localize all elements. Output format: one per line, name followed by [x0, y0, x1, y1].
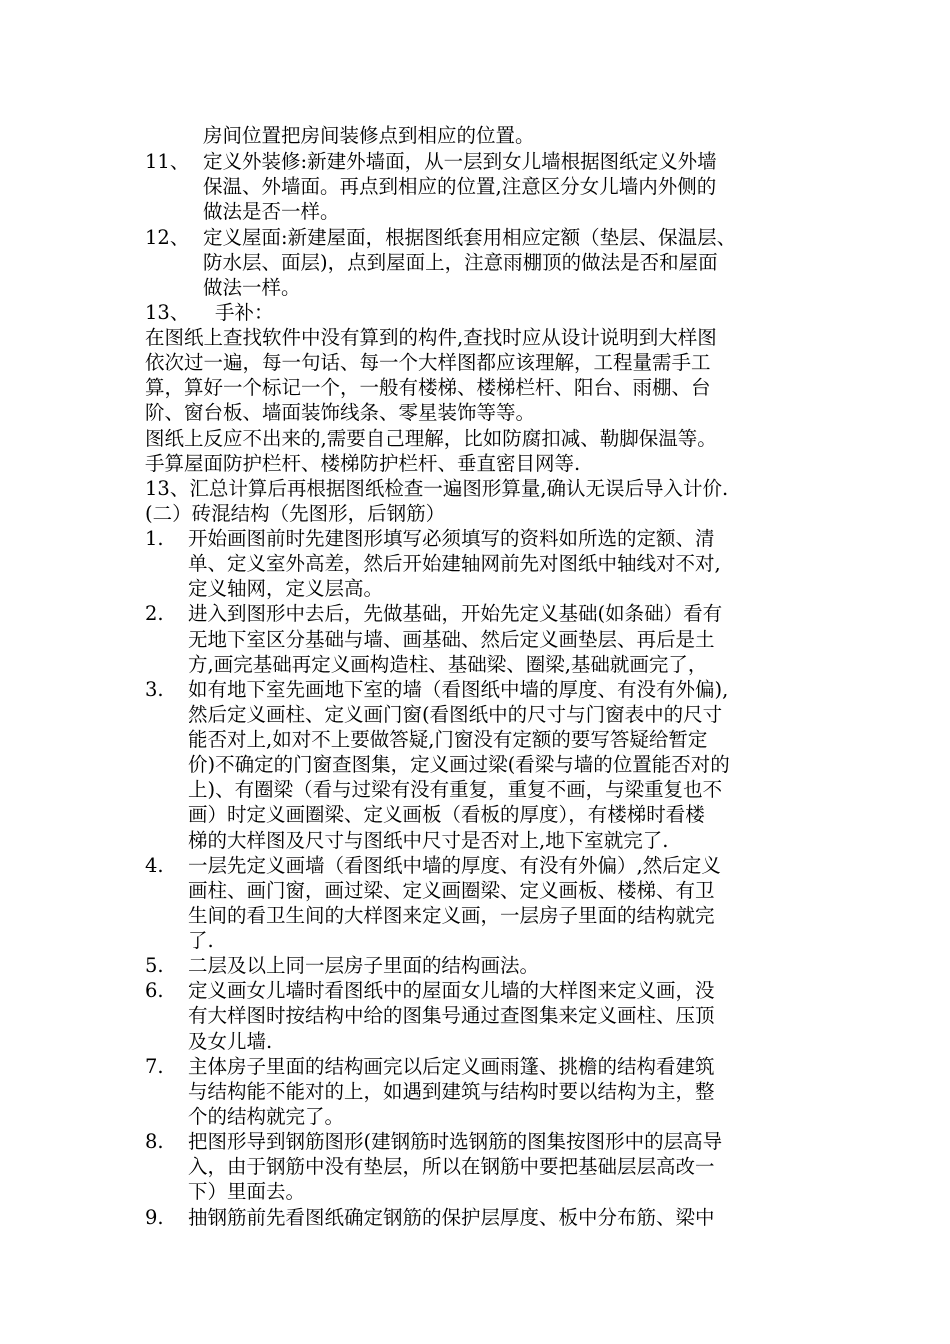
- text-line: 防水层、面层)，点到屋面上，注意雨棚顶的做法是否和屋面: [203, 251, 718, 274]
- text-line: 然后定义画柱、定义画门窗(看图纸中的尺寸与门窗表中的尺寸: [188, 703, 723, 726]
- text-line: 了.: [188, 929, 214, 952]
- text-line: 及女儿墙.: [188, 1030, 273, 1053]
- text-line: 把图形导到钢筋图形(建钢筋时选钢筋的图集按图形中的层高导: [188, 1130, 723, 1153]
- text-line: 二层及以上同一层房子里面的结构画法。: [188, 954, 540, 977]
- text-line: 定义画女儿墙时看图纸中的屋面女儿墙的大样图来定义画，没: [188, 979, 715, 1002]
- text-line: 13、汇总计算后再根据图纸检查一遍图形算量,确认无误后导入计价.: [145, 477, 729, 500]
- list-number: 1.: [145, 527, 164, 550]
- list-number: 13、: [145, 301, 190, 324]
- text-line: 画柱、画门窗，画过梁、定义画圈梁、定义画板、楼梯、有卫: [188, 879, 715, 902]
- text-line: 方,画完基础再定义画构造柱、基础梁、圈梁,基础就画完了，: [188, 653, 708, 676]
- list-number: 4.: [145, 854, 164, 877]
- text-line: 与结构能不能对的上，如遇到建筑与结构时要以结构为主，整: [188, 1080, 715, 1103]
- text-line: 定义屋面:新建屋面，根据图纸套用相应定额（垫层、保温层、: [203, 226, 737, 249]
- list-number: 12、: [145, 226, 190, 249]
- text-line: 依次过一遍，每一句话、每一个大样图都应该理解，工程量需手工: [145, 351, 711, 374]
- text-line: 个的结构就完了。: [188, 1105, 345, 1128]
- text-line: 图纸上反应不出来的,需要自己理解，比如防腐扣减、勒脚保温等。: [145, 427, 717, 450]
- text-line: 梯的大样图及尺寸与图纸中尺寸是否对上,地下室就完了.: [188, 829, 669, 852]
- text-line: 做法一样。: [203, 276, 301, 299]
- text-line: 能否对上,如对不上要做答疑,门窗没有定额的要写答疑给暂定: [188, 728, 708, 751]
- list-number: 7.: [145, 1055, 164, 1078]
- text-line: 生间的看卫生间的大样图来定义画，一层房子里面的结构就完: [188, 904, 715, 927]
- text-line: 如有地下室先画地下室的墙（看图纸中墙的厚度、有没有外偏),: [188, 678, 729, 701]
- text-line: 抽钢筋前先看图纸确定钢筋的保护层厚度、板中分布筋、梁中: [188, 1206, 715, 1229]
- list-number: 3.: [145, 678, 164, 701]
- text-line: 下）里面去。: [188, 1180, 306, 1203]
- text-line: 阶、窗台板、墙面装饰线条、零星装饰等等。: [145, 401, 536, 424]
- text-line: 房间位置把房间装修点到相应的位置。: [203, 124, 535, 147]
- text-line: 画）时定义画圈梁、定义画板（看板的厚度），有楼梯时看楼: [188, 803, 705, 826]
- text-line: 定义外装修:新建外墙面，从一层到女儿墙根据图纸定义外墙: [203, 150, 717, 173]
- text-line: 开始画图前时先建图形填写必须填写的资料如所选的定额、清: [188, 527, 715, 550]
- text-line: 进入到图形中去后，先做基础，开始先定义基础(如条础）看有: [188, 602, 723, 625]
- list-number: 2.: [145, 602, 164, 625]
- text-line: 算，算好一个标记一个，一般有楼梯、楼梯栏杆、阳台、雨棚、台: [145, 376, 711, 399]
- list-number: 11、: [145, 150, 190, 173]
- text-line: 一层先定义画墙（看图纸中墙的厚度、有没有外偏）,然后定义: [188, 854, 721, 877]
- text-line: 定义轴网，定义层高。: [188, 577, 384, 600]
- text-line: 上)、有圈梁（看与过梁有没有重复，重复不画，与梁重复也不: [188, 778, 723, 801]
- list-number: 6.: [145, 979, 164, 1002]
- text-line: 手补：: [215, 301, 274, 324]
- list-number: 8.: [145, 1130, 164, 1153]
- text-line: 在图纸上查找软件中没有算到的构件,查找时应从设计说明到大样图: [145, 326, 717, 349]
- text-line: 保温、外墙面。再点到相应的位置,注意区分女儿墙内外侧的: [203, 175, 717, 198]
- list-number: 5.: [145, 954, 164, 977]
- list-number: 9.: [145, 1206, 164, 1229]
- text-line: 单、定义室外高差，然后开始建轴网前先对图纸中轴线对不对,: [188, 552, 721, 575]
- text-line: 价)不确定的门窗查图集，定义画过梁(看梁与墙的位置能否对的: [188, 753, 730, 776]
- text-line: 有大样图时按结构中给的图集号通过查图集来定义画柱、压顶: [188, 1004, 715, 1027]
- section-heading: (二）砖混结构（先图形，后钢筋）: [145, 502, 446, 525]
- text-line: 入，由于钢筋中没有垫层，所以在钢筋中要把基础层层高改一: [188, 1155, 715, 1178]
- text-line: 做法是否一样。: [203, 200, 340, 223]
- text-line: 无地下室区分基础与墙、画基础、然后定义画垫层、再后是土: [188, 628, 715, 651]
- text-line: 手算屋面防护栏杆、楼梯防护栏杆、垂直密目网等.: [145, 452, 581, 475]
- text-line: 主体房子里面的结构画完以后定义画雨篷、挑檐的结构看建筑: [188, 1055, 715, 1078]
